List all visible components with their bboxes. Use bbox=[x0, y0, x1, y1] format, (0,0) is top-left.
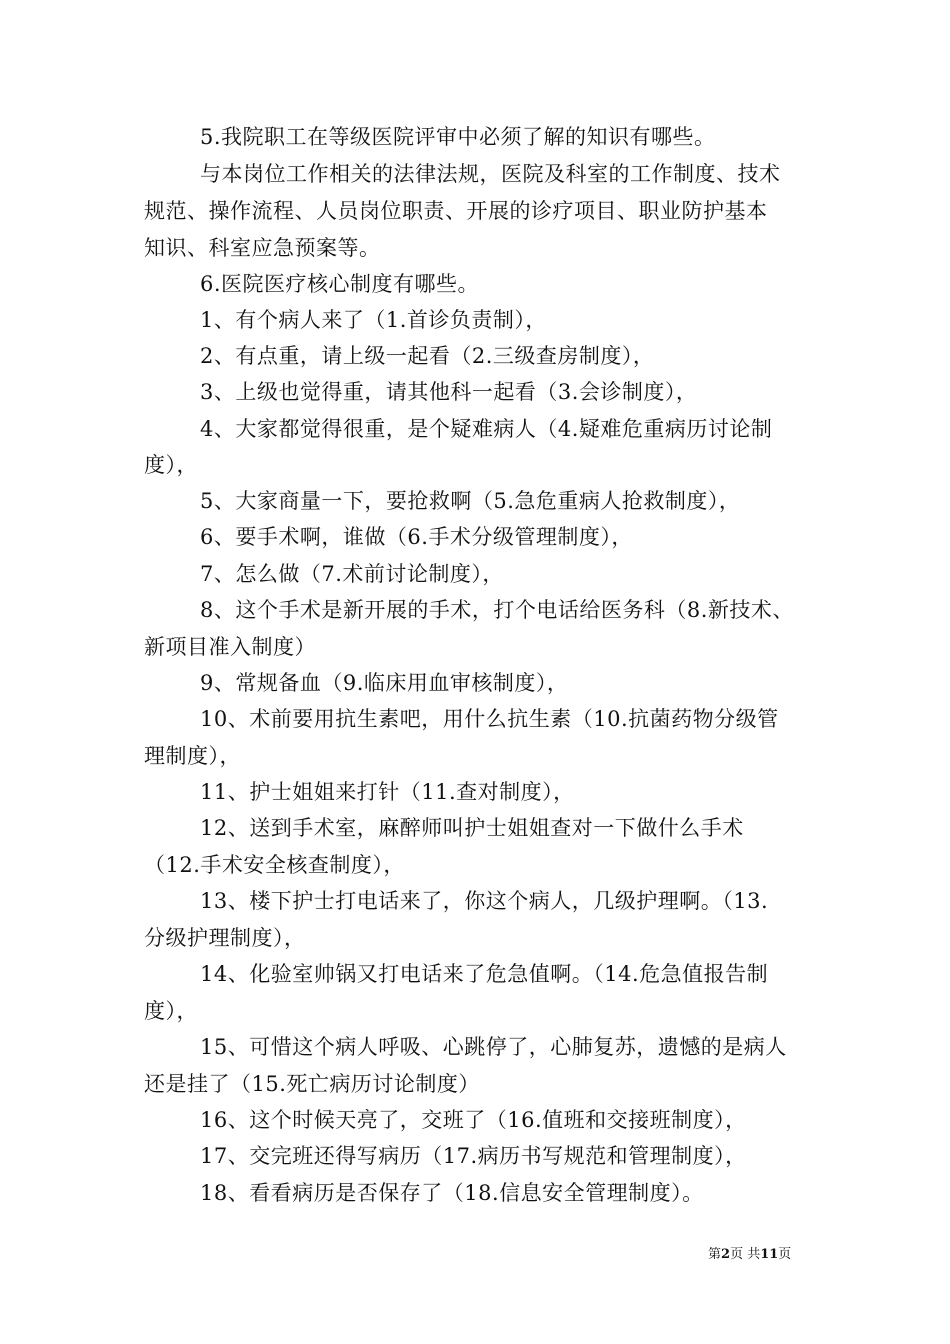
footer-suffix: 页 bbox=[778, 1247, 792, 1262]
list-item-4-line-2: 度）， bbox=[144, 453, 198, 477]
list-item-14-line-2: 度）， bbox=[144, 999, 198, 1023]
list-item-10-line-1: 10、术前要用抗生素吧，用什么抗生素（10.抗菌药物分级管 bbox=[200, 707, 779, 731]
list-item-5: 5、大家商量一下，要抢救啊（5.急危重病人抢救制度）， bbox=[200, 489, 741, 513]
page-number-footer bbox=[708, 1246, 828, 1264]
list-item-10-line-2: 理制度）， bbox=[144, 744, 241, 768]
list-item-8-line-1: 8、这个手术是新开展的手术，打个电话给医务科（8.新技术、 bbox=[200, 598, 794, 622]
list-item-7: 7、怎么做（7.术前讨论制度）， bbox=[200, 562, 504, 586]
list-item-13-line-2: 分级护理制度）， bbox=[144, 926, 306, 950]
list-item-2: 2、有点重，请上级一起看（2.三级查房制度）， bbox=[200, 344, 655, 368]
footer-prefix: 第 bbox=[708, 1247, 722, 1262]
list-item-12-line-1: 12、送到手术室，麻醉师叫护士姐姐查对一下做什么手术 bbox=[200, 816, 744, 840]
footer-middle: 页 共 bbox=[730, 1247, 761, 1262]
list-item-17: 17、交完班还得写病历（17.病历书写规范和管理制度）， bbox=[200, 1144, 747, 1168]
list-item-16: 16、这个时候天亮了，交班了（16.值班和交接班制度）， bbox=[200, 1108, 747, 1132]
list-item-8-line-2: 新项目准入制度） bbox=[144, 635, 316, 659]
list-item-15-line-2: 还是挂了（15.死亡病历讨论制度） bbox=[144, 1072, 480, 1096]
footer-current-page: 2 bbox=[721, 1247, 731, 1262]
list-item-4-line-1: 4、大家都觉得很重，是个疑难病人（4.疑难危重病历讨论制 bbox=[200, 417, 773, 441]
heading-question-6: 6.医院医疗核心制度有哪些。 bbox=[200, 272, 480, 296]
list-item-12-line-2: （12.手术安全核查制度）， bbox=[144, 853, 405, 877]
answer-5-line-3: 知识、科室应急预案等。 bbox=[144, 236, 381, 260]
list-item-15-line-1: 15、可惜这个病人呼吸、心跳停了，心肺复苏，遗憾的是病人 bbox=[200, 1035, 787, 1059]
list-item-11: 11、护士姐姐来打针（11.查对制度）， bbox=[200, 780, 575, 804]
list-item-13-line-1: 13、楼下护士打电话来了，你这个病人，几级护理啊。（13. bbox=[200, 889, 769, 913]
answer-5-line-1: 与本岗位工作相关的法律法规，医院及科室的工作制度、技术 bbox=[200, 162, 781, 186]
list-item-1: 1、有个病人来了（1.首诊负责制）， bbox=[200, 308, 547, 332]
heading-question-5: 5.我院职工在等级医院评审中必须了解的知识有哪些。 bbox=[200, 125, 716, 149]
list-item-6: 6、要手术啊，谁做（6.手术分级管理制度）， bbox=[200, 525, 633, 549]
list-item-18: 18、看看病历是否保存了（18.信息安全管理制度）。 bbox=[200, 1181, 704, 1205]
list-item-9: 9、常规备血（9.临床用血审核制度）， bbox=[200, 671, 569, 695]
list-item-14-line-1: 14、化验室帅锅又打电话来了危急值啊。（14.危急值报告制 bbox=[200, 962, 769, 986]
answer-5-line-2: 规范、操作流程、人员岗位职责、开展的诊疗项目、职业防护基本 bbox=[144, 199, 768, 223]
footer-total-pages: 11 bbox=[760, 1247, 779, 1262]
list-item-3: 3、上级也觉得重，请其他科一起看（3.会诊制度）， bbox=[200, 380, 698, 404]
